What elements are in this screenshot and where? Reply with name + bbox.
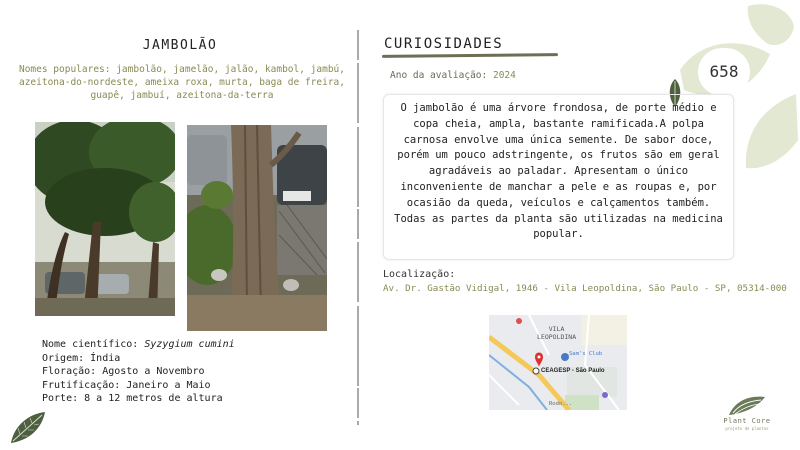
trunk-photo: [187, 125, 327, 331]
size: Porte: 8 a 12 metros de altura: [42, 393, 223, 404]
flowering: Floração: Agosto a Novembro: [42, 366, 205, 377]
leaf-icon: [8, 408, 48, 446]
location-address: Av. Dr. Gastão Vidigal, 1946 - Vila Leopoldina, São Paulo - SP, 05314-000: [383, 283, 787, 294]
popular-names: Nomes populares: jambolão, jamelão, jalão, kambol, jambú, azeitona-do-nordeste, ameixa roxa, murta, baga de freira, guapê, jambuí, azeitona-da-terra: [18, 64, 345, 101]
logo-tagline: projeto de plantas: [725, 426, 769, 431]
tree-photo: [35, 122, 175, 316]
map-district-label: VILA LEOPOLDINA: [537, 325, 577, 341]
fruiting: Frutificação: Janeiro a Maio: [42, 379, 211, 391]
column-divider: [356, 30, 360, 425]
location-label: Localização:: [383, 269, 456, 280]
id-badge: 658: [698, 48, 750, 96]
description-box: [383, 94, 734, 260]
plant-title: JAMBOLÃO: [142, 38, 218, 53]
map-road-label: Rodo...: [549, 401, 573, 407]
map-store-label: Sam's Club: [569, 351, 603, 357]
description-text: O jambolão é uma árvore frondosa, de porte médio e copa cheia, ampla, bastante ramificada.A polpa carnosa envolve uma única semente. De sabor doce, porém um pouco adstringente, os frutos são em geral agradáveis ao paladar. Apresentam o único inconveniente de manchar a pele e as roupas e, por ocasião da queda, veículos e calçamentos também. Todas as partes da planta são utilizadas na medicina popular.: [394, 102, 723, 241]
map-place-label: CEAGESP - São Paulo: [541, 368, 605, 374]
location-map[interactable]: [489, 315, 627, 410]
origin: Origem: Índia: [42, 352, 121, 364]
plant-core-logo-icon: [727, 393, 767, 417]
section-title: CURIOSIDADES: [384, 36, 504, 52]
title-underline: [382, 53, 558, 58]
logo-name: Plant Core: [723, 417, 771, 425]
plant-facts: [42, 338, 235, 406]
scientific-name: Nome científico: Syzygium cumini: [42, 339, 235, 350]
evaluation-year: Ano da avaliação: 2024: [390, 70, 516, 81]
